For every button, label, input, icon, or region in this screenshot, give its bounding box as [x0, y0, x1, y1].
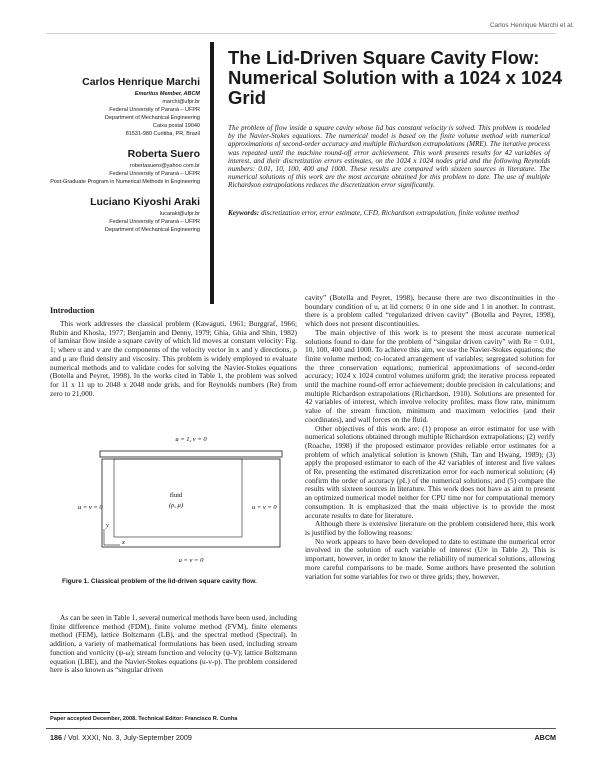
right-boundary-label: u = v = 0	[252, 504, 277, 511]
author-name: Roberta Suero	[127, 148, 200, 160]
left-column-top	[50, 320, 297, 398]
footnote: Paper accepted December, 2008. Technical Editor: Francisco R. Cunha	[50, 716, 238, 722]
header-rule	[46, 33, 556, 34]
keywords-label: Keywords:	[228, 209, 260, 217]
cavity-box	[102, 459, 280, 547]
journal-issue: / Vol. XXXI, No. 3, July-September 2009	[62, 733, 192, 742]
paragraph: This work addresses the classical problem (Kawaguti, 1961; Burggraf, 1966; Rubin and Khosla, 1977; Benjamin and Denny, 1979; Ghia, Ghia and Shin, 1982) of laminar flow inside a square cavity of which lid moves at constant velocity: Fig. 1; where u and v are the components of the velocity vector in x and y directions, ρ and μ are fluid density and viscosity. This problem is widely employed to evaluate numerical methods and to validate codes for solving the Navier-Stokes equations (Botella and Peyret, 1998). In the works cited in Table 1, the problem was solved for 11 x 11 up to 2048 x 2048 node grids, and for Reynolds numbers (Re) from zero to 21,000.	[50, 319, 297, 398]
x-axis-label: x	[122, 539, 125, 546]
paragraph: The main objective of this work is to present the most accurate numerical solutions found to date for the problem of “singular driven cavity” with Re = 0.01, 10, 100, 400 and 1000. To achieve this aim, we use the Navier-Stokes equations; the finite volume method; co-located arrangement of variables; segregated solution for the three conservation equations; numerical approximations of second-order accuracy; 1024 x 1024 control volumes uniform grid; the iterative process repeated until the machine round-off error achievement; double precision in calculations; and multiple Richardson extrapolations (Richardson, 1910). Solutions are presented for 42 variables of interest, which involve velocity profiles, mass flow rate, minimum value of the stream function, minimum and maximum velocities (and their coordinates), and wall forces on the fluid.	[305, 327, 555, 424]
author-affiliation: Department of Mechanical Engineering	[104, 115, 200, 121]
figure-cavity-diagram	[76, 425, 292, 567]
left-column-bottom	[50, 614, 297, 675]
top-boundary-label: u = 1, v = 0	[175, 436, 207, 443]
page-number: 186	[50, 733, 62, 742]
bottom-boundary-label: u = v = 0	[178, 557, 204, 564]
author-block	[22, 76, 200, 138]
paragraph: Other objectives of this work are: (1) propose an error estimator for use with numerical solutions obtained through multiple Richardson extrapolations; (2) verify (Roache, 1998) if the proposed estimator provides reliable error estimates for a problem of which analytical solution is known (Shih, Tan and Hwang, 1989); (3) apply the proposed estimator to each of the 42 variables of interest and five values of Re, presenting the estimated discretization error for each numerical solution; (4) confirm the order of accuracy (pL) of the numerical solutions; and (5) compare the results with sixteen sources in literature. This work does not have as aim to present an optimized numerical model neither for CPU time nor for computational memory consumption. It is emphasized that the main objective is to provide the most accurate results to date for literature.	[305, 423, 555, 520]
y-axis-label: y	[106, 522, 109, 529]
author-block	[22, 148, 200, 186]
abstract: The problem of flow inside a square cavity whose lid has constant velocity is solved. This problem is modeled by the Navier-Stokes equations. The numerical model is based on the finite volume method with numerical approximations of second-order accuracy and multiple Richardson extrapolations (MRE). The iterative process was repeated until the machine round-off error achievement. This work presents results for 42 variables of interest, and their discretization errors estimates, on the 1024 x 1024 nodes grid and the following Reynolds numbers: 0.01, 10, 100, 400 and 1000. These results are compared with sixteen sources in literature. The numerical solutions of this work are the most accurate obtained for this problem to date. The use of multiple Richardson extrapolations reduces the discretization error significantly.	[228, 124, 550, 190]
author-affiliation: Department of Mechanical Engineering	[104, 227, 200, 233]
author-membership: Emeritus Member, ABCM	[134, 91, 200, 97]
keywords	[228, 209, 550, 217]
author-block	[22, 196, 200, 234]
authors-column	[22, 76, 200, 244]
paragraph: Although there is extensive literature on the problem considered here, this work is justified by the following reasons:	[305, 519, 555, 537]
running-header: Carlos Henrique Marchi et al.	[489, 22, 574, 29]
paragraph: cavity” (Botella and Peyret, 1998), because there are two discontinuities in the boundary condition of u, at lid corners: 0 in one side and 1 in another. In contrast, there is a problem called “regularized driven cavity” (Botella and Peyret, 1998), which does not present discontinuities.	[305, 293, 555, 329]
title-divider-bar	[210, 42, 214, 304]
keywords-list: discretization error, error estimate, CFD, Richardson extrapolation, finite volume method	[260, 209, 519, 217]
author-name: Carlos Henrique Marchi	[82, 76, 200, 88]
author-name: Luciano Kiyoshi Araki	[90, 196, 200, 208]
author-affiliation: Post-Graduate Program in Numerical Methods in Engineering	[50, 179, 200, 185]
author-email: marchi@ufpr.br	[162, 99, 200, 105]
figure-caption: Figure 1. Classical problem of the lid-driven square cavity flow.	[62, 578, 257, 585]
author-email: robertasuero@yahoo.com.br	[129, 163, 200, 169]
right-column	[305, 294, 555, 581]
author-email: lucaraki@ufpr.br	[159, 211, 200, 217]
fluid-properties-label: (ρ, μ)	[169, 502, 183, 509]
author-affiliation: Federal University of Paraná – UFPR	[109, 219, 200, 225]
footer-rule	[46, 728, 556, 729]
author-affiliation: Federal University of Paraná – UFPR	[109, 107, 200, 113]
author-affiliation: 81531-980 Curitiba, PR, Brazil	[125, 131, 200, 137]
footer-journal-name: ABCM	[534, 733, 556, 742]
footer-citation	[50, 733, 192, 742]
footnote-rule	[50, 712, 110, 713]
paragraph: As can be seen in Table 1, several numerical methods have been used, including finite difference method (FDM), finite volume method (FVM), finite elements method (FEM), lattice Boltzmann (LB), and the spectral method (Spectral). In addition, a variety of mathematical formulations has been used, including stream function and vorticity (ψ-ω); stream function and velocity (ψ-V); lattice Boltzmann equation (LBE), and the Navier-Stokes equations (u-v-p). The problem considered here is also known as “singular driven	[50, 613, 297, 675]
section-heading: Introduction	[50, 306, 95, 315]
lid-bar	[100, 451, 282, 457]
paragraph: No work appears to have been developed to date to estimate the numerical error involved in the solution of each variable of interest (U∞ in Table 2). This is important, however, in order to know the reliability of numerical solutions, allowing more careful comparisons to be made. Some authors have presented the solution variation for some variables for two or three grids; they, however,	[305, 536, 555, 581]
left-boundary-label: u = v = 0	[78, 504, 103, 511]
author-affiliation: Caixa postal 19040	[152, 123, 200, 129]
paper-title: The Lid-Driven Square Cavity Flow: Numerical Solution with a 1024 x 1024 Grid	[228, 47, 563, 108]
author-affiliation: Federal University of Paraná – UFPR	[109, 171, 200, 177]
fluid-label: fluid	[169, 492, 183, 499]
